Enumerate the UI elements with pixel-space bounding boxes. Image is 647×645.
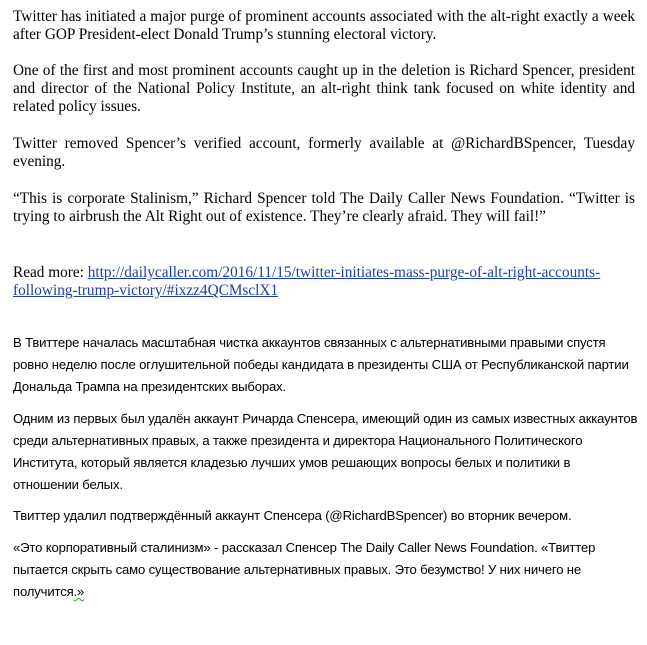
read-more-label: Read more:: [13, 264, 88, 281]
english-paragraph-4: “This is corporate Stalinism,” Richard Spencer told The Daily Caller News Foundation. “Twitter is trying to airbrush the Alt Right out of existence. They’re clearly afraid. They will fail!”: [13, 190, 635, 225]
read-more-link[interactable]: http://dailycaller.com/2016/11/15/twitter-initiates-mass-purge-of-alt-right-accounts-following-trump-victory/#ixzz4QCMsclX1: [13, 264, 601, 299]
russian-paragraph-4-text: «Это корпоративный сталинизм» - рассказал Спенсер The Daily Caller News Foundation. «Твиттер пытается скрыть само существование альтернативных правых. Это безумство! У них ничего не получится: [13, 540, 596, 599]
russian-paragraph-2: Одним из первых был удалён аккаунт Ричарда Спенсера, имеющий один из самых известных аккаунтов среди альтернативных правых, а также президента и директора Национального Политического Института, который является кладезью лучших умов решающих вопросы белых и политики в отношении белых.: [13, 411, 638, 492]
russian-paragraph-1: В Твиттере началась масштабная чистка аккаунтов связанных с альтернативными правыми спустя ровно неделю после оглушительной победы кандидата в президенты США от Республиканской партии Дональда Трампа на президентских выборах.: [13, 335, 629, 394]
english-paragraph-2: One of the first and most prominent accounts caught up in the deletion is Richard Spencer, president and director of the National Policy Institute, an alt-right think tank focused on white identity and related policy issues.: [13, 62, 635, 115]
russian-paragraph-3: Твиттер удалил подтверждённый аккаунт Спенсера (@RichardBSpencer) во вторник вечером.: [13, 508, 572, 523]
english-paragraph-1: Twitter has initiated a major purge of prominent accounts associated with the alt-right exactly a week after GOP President-elect Donald Trump’s stunning electoral victory.: [13, 8, 635, 43]
read-more-paragraph: [13, 264, 635, 300]
english-paragraph-3: Twitter removed Spencer’s verified account, formerly available at @RichardBSpencer, Tuesday evening.: [13, 135, 635, 170]
spellcheck-underlined-ending: .»: [73, 584, 85, 599]
russian-paragraph-4: [13, 537, 638, 603]
